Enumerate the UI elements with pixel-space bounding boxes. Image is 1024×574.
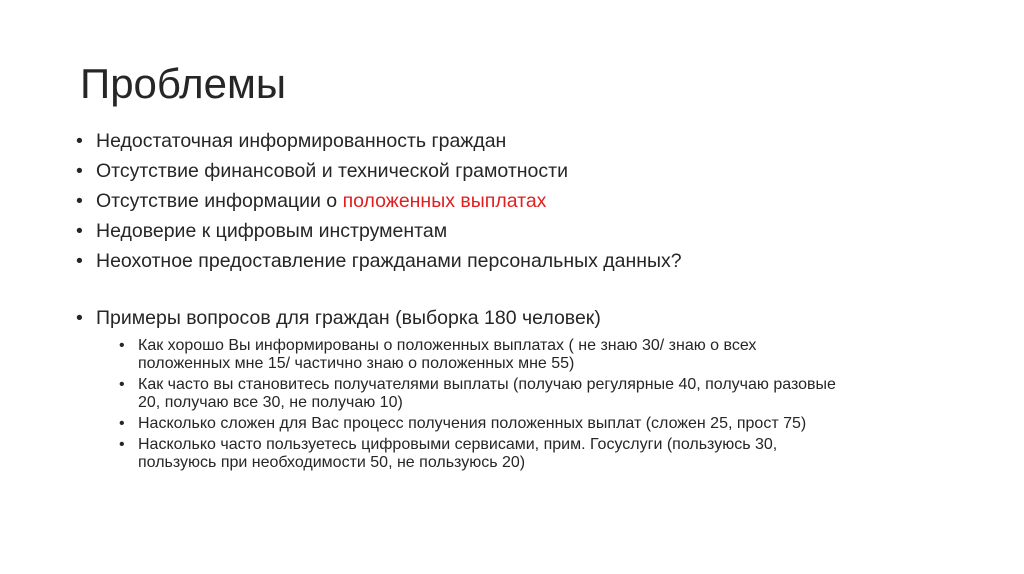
bullet-text: Отсутствие финансовой и технической грамотности xyxy=(96,160,568,182)
bullet-item xyxy=(76,156,956,186)
example-line: Насколько сложен для Вас процесс получения положенных выплат (сложен 25, прост 75) xyxy=(138,415,807,432)
bullet-item xyxy=(76,126,956,156)
bullet-text: Неохотное предоставление гражданами персональных данных? xyxy=(96,250,682,272)
bullet-item xyxy=(76,216,956,246)
bullet-marker: • xyxy=(119,436,125,453)
bullet-text: Примеры вопросов для граждан (выборка 180 человек) xyxy=(96,307,601,329)
highlighted-text: положенных выплатах xyxy=(342,190,547,212)
bullet-item xyxy=(76,246,956,276)
example-line: Насколько часто пользуетесь цифровыми сервисами, прим. Госуслуги (пользуюсь 30, xyxy=(138,436,778,453)
example-item xyxy=(119,436,948,472)
examples-list xyxy=(119,337,956,472)
bullet-text: Недоверие к цифровым инструментам xyxy=(96,220,448,242)
bullet-marker: • xyxy=(76,130,83,152)
example-item xyxy=(119,415,948,433)
bullet-marker: • xyxy=(76,190,83,212)
bullet-marker: • xyxy=(76,220,83,242)
bullet-marker: • xyxy=(76,160,83,182)
bullet-text: Недостаточная информированность граждан xyxy=(96,130,507,152)
bullet-item xyxy=(76,186,956,216)
example-line: 20, получаю все 30, не получаю 10) xyxy=(138,394,403,411)
example-line: Как хорошо Вы информированы о положенных выплатах ( не знаю 30/ знаю о всех xyxy=(138,337,757,354)
example-item xyxy=(119,376,948,412)
example-line: пользуюсь при необходимости 50, не пользуюсь 20) xyxy=(138,454,526,471)
example-line: Как часто вы становитесь получателями выплаты (получаю регулярные 40, получаю разовые xyxy=(138,376,836,393)
example-item xyxy=(119,337,948,373)
bullet-marker: • xyxy=(119,415,125,432)
bullet-text: Отсутствие информации о xyxy=(96,190,343,212)
bullet-marker: • xyxy=(76,307,83,329)
slide-title: Проблемы xyxy=(80,60,287,107)
spacer xyxy=(76,276,956,303)
bullet-marker: • xyxy=(76,250,83,272)
examples-heading xyxy=(76,303,956,333)
bullet-marker: • xyxy=(119,376,125,393)
example-line: положенных мне 15/ частично знаю о положенных мне 55) xyxy=(138,355,575,372)
bullet-marker: • xyxy=(119,337,125,354)
slide-content xyxy=(76,126,956,475)
